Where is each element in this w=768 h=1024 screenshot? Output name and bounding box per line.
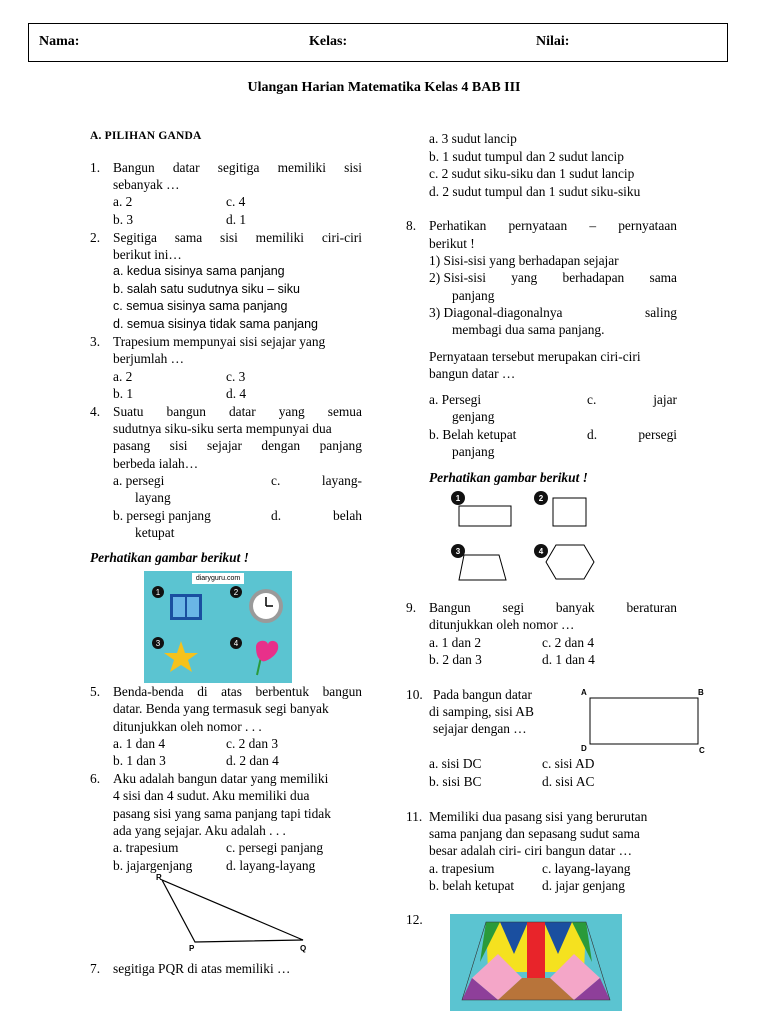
option[interactable]: a. 1 dan 4 [113, 736, 166, 751]
triangle-pqr-figure [150, 870, 320, 955]
option[interactable]: b. salah satu sudutnya siku – siku [113, 282, 300, 296]
option[interactable]: a. 3 sudut lancip [429, 131, 517, 146]
option[interactable]: d. 2 sudut tumpul dan 1 sudut siku-siku [429, 184, 641, 199]
option[interactable]: b. belah ketupat [429, 878, 515, 893]
watermark-label: diaryguru.com [192, 573, 244, 584]
option[interactable]: b. 1 dan 3 [113, 753, 166, 768]
option[interactable]: d. jajar genjang [542, 878, 625, 893]
shapes-figure [448, 488, 608, 588]
option[interactable]: c. 2 dan 3 [226, 736, 279, 751]
student-info-box [28, 23, 728, 62]
perhatikan-heading: Perhatikan gambar berikut ! [429, 470, 588, 485]
option[interactable]: b. 1 [113, 386, 134, 401]
svg-text:2: 2 [233, 588, 239, 597]
svg-text:Q: Q [300, 944, 307, 953]
perhatikan-heading: Perhatikan gambar berikut ! [90, 550, 249, 565]
svg-text:3: 3 [455, 547, 461, 556]
option[interactable]: c. 2 dan 4 [542, 635, 595, 650]
objects-image [144, 571, 292, 683]
page-title: Ulangan Harian Matematika Kelas 4 BAB III [247, 80, 521, 95]
option[interactable]: d. sisi AC [542, 774, 595, 789]
section-heading: A. PILIHAN GANDA [90, 130, 202, 142]
option[interactable]: c. semua sisinya sama panjang [113, 299, 288, 313]
svg-text:D: D [581, 744, 587, 753]
option[interactable]: a. 1 dan 2 [429, 635, 482, 650]
option[interactable]: c. layang-layang [542, 861, 631, 876]
svg-text:3: 3 [155, 639, 161, 648]
objects-illustration [144, 571, 292, 683]
score-label: Nilai: [536, 34, 570, 49]
option[interactable]: d. layang-layang [226, 858, 316, 873]
option[interactable]: a. trapesium [113, 840, 179, 855]
option[interactable]: d. 1 dan 4 [542, 652, 595, 667]
option[interactable]: a. 2 [113, 369, 133, 384]
svg-text:B: B [698, 688, 704, 697]
option[interactable]: c. 3 [226, 369, 246, 384]
option[interactable]: b. 2 dan 3 [429, 652, 482, 667]
option[interactable]: a. sisi DC [429, 756, 482, 771]
rectangle-abcd-figure [578, 685, 713, 757]
option[interactable]: d. 1 [226, 212, 247, 227]
svg-text:1: 1 [455, 494, 461, 503]
svg-text:C: C [699, 746, 705, 755]
option[interactable]: a. 2 [113, 194, 133, 209]
tangram-trapezoid-figure [450, 914, 622, 1011]
svg-text:2: 2 [538, 494, 544, 503]
svg-text:R: R [156, 873, 162, 882]
svg-text:4: 4 [538, 547, 544, 556]
option[interactable]: b. sisi BC [429, 774, 482, 789]
option[interactable]: c. persegi panjang [226, 840, 324, 855]
option[interactable]: c. sisi AD [542, 756, 595, 771]
option[interactable]: a. trapesium [429, 861, 495, 876]
option[interactable]: c. 2 sudut siku-siku dan 1 sudut lancip [429, 166, 635, 181]
svg-text:P: P [189, 944, 195, 953]
option[interactable]: a. kedua sisinya sama panjang [113, 264, 285, 278]
option[interactable]: b. 3 [113, 212, 134, 227]
option[interactable]: b. 1 sudut tumpul dan 2 sudut lancip [429, 149, 624, 164]
svg-text:1: 1 [155, 588, 161, 597]
option[interactable]: d. 2 dan 4 [226, 753, 279, 768]
option[interactable]: b. jajargenjang [113, 858, 193, 873]
option[interactable]: c. 4 [226, 194, 246, 209]
svg-text:A: A [581, 688, 587, 697]
q1-line1: Bangun datar segitiga memiliki sisi [113, 160, 362, 175]
option[interactable]: d. 4 [226, 386, 247, 401]
class-label: Kelas: [309, 34, 348, 49]
option[interactable]: d. semua sisinya tidak sama panjang [113, 317, 318, 331]
name-label: Nama: [39, 34, 80, 49]
question-12-number: 12. [406, 912, 423, 927]
svg-text:4: 4 [233, 639, 239, 648]
